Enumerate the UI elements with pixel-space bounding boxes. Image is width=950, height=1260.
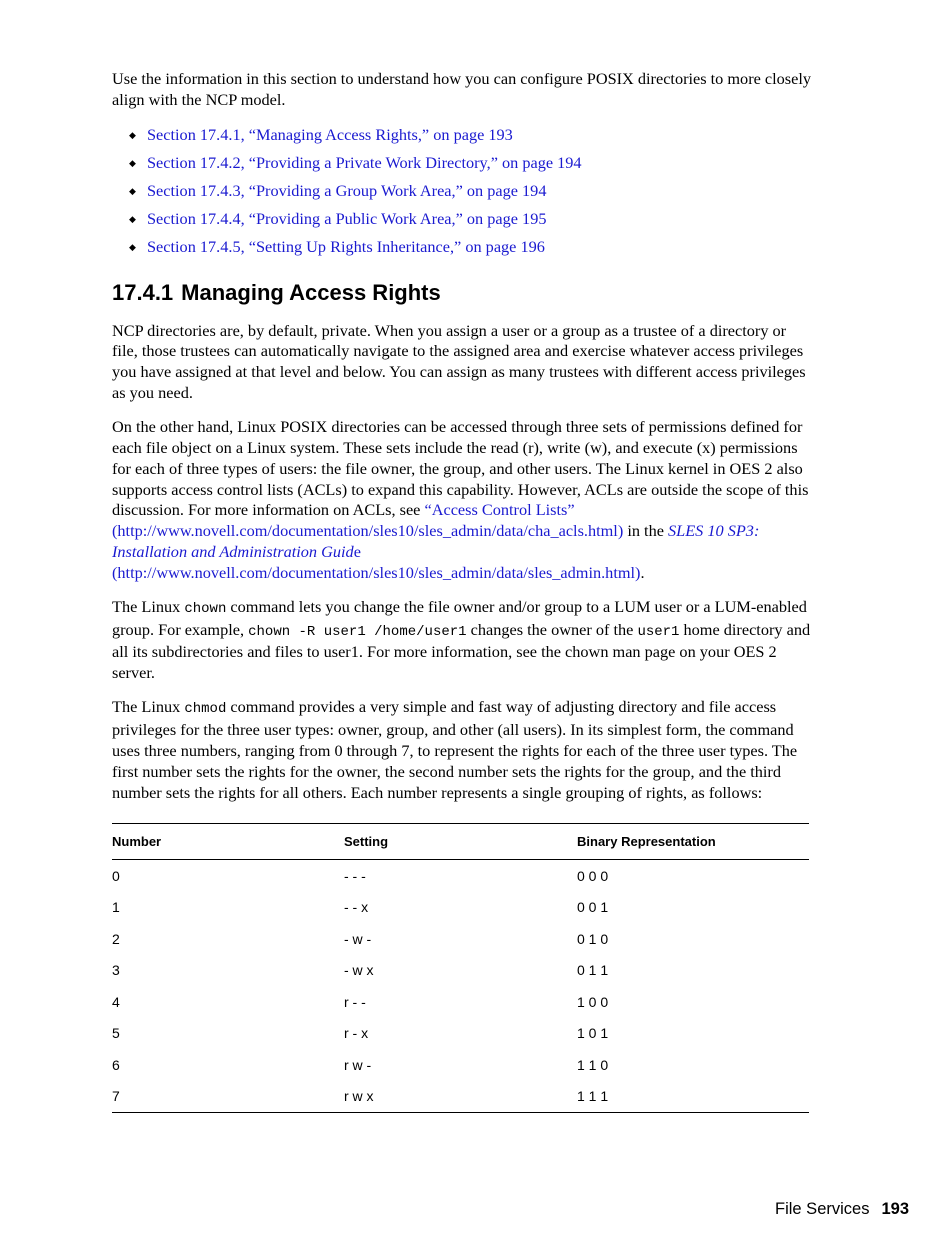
cell-setting: r - x [344,1025,369,1042]
intro-paragraph: Use the information in this section to understand how you can configure POSIX directories to more closely align with the NCP model. [112,69,812,109]
cell-number: 6 [112,1056,120,1073]
paragraph-text: in the [623,521,669,541]
cell-setting: r - - [344,993,366,1010]
paragraph-ncp-directories: NCP directories are, by default, private. When you assign a user or a group as a trustee of a directory or file, those trustees can automatically navigate to the assigned area and exercise whatever access privileges you have assigned at that level and below. You can assign as many trustees with different access privileges as you need. [112,320,806,402]
diamond-bullet-icon: ◆ [129,185,136,196]
paragraph-posix-permissions [112,417,812,583]
paragraph-text: The Linux [112,596,185,616]
cell-binary: 0 0 0 [577,867,609,884]
cell-number: 2 [112,930,120,947]
column-header-number: Number [112,824,344,860]
list-item [112,209,812,237]
table-header-row [112,824,809,860]
cell-number: 4 [112,993,120,1010]
diamond-bullet-icon: ◆ [129,157,136,168]
paragraph-text: home directory and all its subdirectories and files to user1. For more information, see the chown man page on your OES 2 server. [112,619,811,683]
paragraph-chown [112,597,812,684]
cell-number: 3 [112,962,120,979]
paragraph-chmod [112,697,812,803]
cell-binary: 1 1 1 [577,1081,809,1113]
section-link-list [112,125,812,266]
diamond-bullet-icon: ◆ [129,129,136,140]
paragraph-text: On the other hand, Linux POSIX directories can be accessed through three sets of permissions defined for each file object on a Linux system. These sets include the read (r), write (w), and execute (x) permissions for each of three types of users: the file owner, the group, and other users. The Linux kernel in OES 2 also supports access control lists (ACLs) to expand this capability. However, ACLs are outside the scope of this discussion. For more information on ACLs, see [112,417,809,520]
code-chown: chown [184,600,227,617]
page-number: 193 [881,1200,909,1218]
list-item [112,181,812,209]
section-link[interactable]: Section 17.4.3, “Providing a Group Work Area,” on page 194 [147,180,547,200]
column-header-binary: Binary Representation [577,824,809,860]
cell-binary: 0 1 1 [577,962,609,979]
list-item [112,237,812,265]
paragraph-text: The Linux [112,697,185,717]
list-item [112,153,812,181]
section-link[interactable]: Section 17.4.5, “Setting Up Rights Inheritance,” on page 196 [147,237,545,257]
cell-setting: - w x [344,962,374,979]
code-chown-example: chown -R user1 /home/user1 [248,623,467,640]
cell-binary: 1 0 0 [577,993,609,1010]
cell-setting: r w - [344,1056,372,1073]
section-number: 17.4.1 [112,279,174,305]
cell-setting: r w x [344,1081,577,1113]
code-user1: user1 [637,623,680,640]
section-link[interactable]: Section 17.4.4, “Providing a Public Work Area,” on page 195 [147,209,547,229]
document-body [112,69,812,1113]
table-row [112,923,809,955]
table-row [112,1018,809,1050]
code-chmod: chmod [184,701,227,718]
page-footer [775,1200,909,1219]
acl-link[interactable]: “Access Control Lists” (http://www.novell.com/documentation/sles10/sles_admin/data/cha_acls.html) [112,500,624,541]
cell-binary: 0 0 1 [577,899,609,916]
paragraph-text: changes the owner of the [466,619,638,639]
cell-binary: 0 1 0 [577,930,609,947]
table-row [112,860,809,892]
cell-number: 7 [112,1081,344,1113]
cell-number: 1 [112,899,120,916]
table-row [112,1049,809,1081]
cell-binary: 1 1 0 [577,1056,609,1073]
cell-setting: - - - [344,867,366,884]
permissions-table [112,823,809,1113]
cell-setting: - w - [344,930,372,947]
diamond-bullet-icon: ◆ [129,214,136,225]
footer-section-label: File Services [775,1200,870,1218]
diamond-bullet-icon: ◆ [129,242,136,253]
cell-setting: - - x [344,899,369,916]
table-row [112,955,809,987]
cell-number: 5 [112,1025,120,1042]
guide-title-text: SLES 10 SP3: Installation and Administration Guid [112,521,760,561]
table-row [112,892,809,924]
section-heading [112,280,812,306]
list-item [112,125,812,153]
guide-url-text: e (http://www.novell.com/documentation/sles10/sles_admin/data/sles_admin.html) [112,541,641,582]
paragraph-text: . [640,562,645,582]
cell-binary: 1 0 1 [577,1025,609,1042]
section-link[interactable]: Section 17.4.1, “Managing Access Rights,” on page 193 [147,124,513,144]
cell-number: 0 [112,867,120,884]
paragraph-text: command lets you change the file owner and/or group to a LUM user or a LUM-enabled group. For example, [112,596,807,639]
section-title: Managing Access Rights [181,279,441,305]
table-row [112,986,809,1018]
table-row [112,1081,809,1113]
column-header-setting: Setting [344,824,577,860]
paragraph-text: command provides a very simple and fast way of adjusting directory and file access privileges for the three user types: owner, group, and other (all users). In its simplest form, the command uses three numbers, ranging from 0 through 7, to represent the rights for each of the three user types. The first number sets the rights for the owner, the second number sets the rights for the group, and the third number sets the rights for all others. Each number represents a single grouping of rights, as follows: [112,697,798,802]
section-link[interactable]: Section 17.4.2, “Providing a Private Work Directory,” on page 194 [147,152,582,172]
